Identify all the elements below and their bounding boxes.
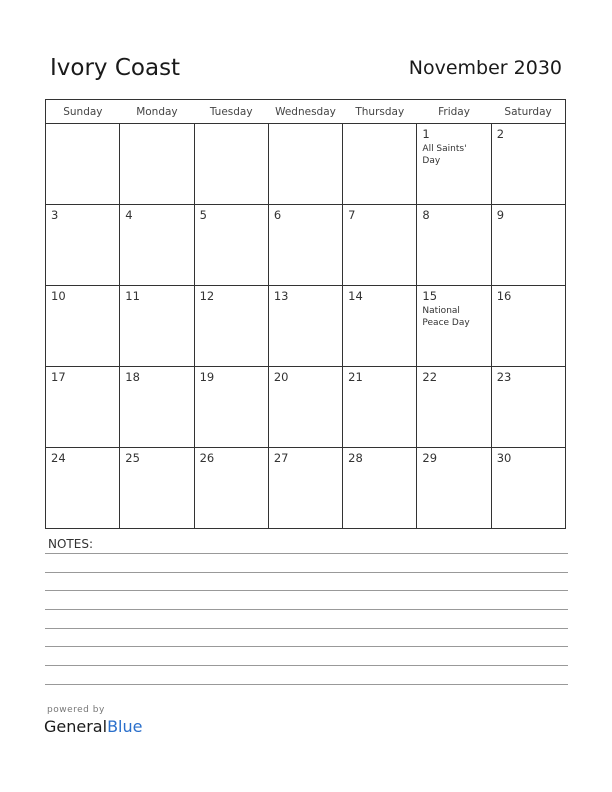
- day-number: 27: [273, 451, 289, 465]
- day-number: 20: [273, 370, 289, 384]
- day-cell: [417, 124, 491, 205]
- day-number: 2: [496, 127, 505, 141]
- day-cell: [491, 286, 565, 367]
- weekday-header: Wednesday: [268, 100, 342, 124]
- powered-by-text: powered by: [47, 705, 105, 715]
- day-cell: [120, 448, 194, 529]
- day-cell: [194, 367, 268, 448]
- brand-blue: Blue: [107, 717, 143, 736]
- day-number: 30: [496, 451, 512, 465]
- day-cell: [417, 286, 491, 367]
- day-cell: [491, 124, 565, 205]
- weekday-header: Tuesday: [194, 100, 268, 124]
- day-cell: [491, 448, 565, 529]
- day-cell: [268, 367, 342, 448]
- holiday-label: National Peace Day: [422, 306, 470, 328]
- day-number: 14: [348, 289, 363, 303]
- day-number: 17: [51, 370, 66, 384]
- day-number: 9: [496, 208, 505, 222]
- day-cell: [46, 124, 120, 205]
- day-number: 4: [125, 208, 133, 222]
- day-number: 12: [199, 289, 215, 303]
- note-line: [45, 684, 568, 685]
- week-row: [46, 367, 566, 448]
- note-line: [45, 553, 568, 554]
- day-number: 13: [273, 289, 289, 303]
- day-cell: [417, 367, 491, 448]
- week-row: [46, 205, 566, 286]
- day-cell: [417, 205, 491, 286]
- weekday-header: Friday: [417, 100, 491, 124]
- day-number: 21: [348, 370, 363, 384]
- notes-label: NOTES:: [48, 537, 93, 551]
- day-cell: [268, 286, 342, 367]
- day-cell: [46, 448, 120, 529]
- day-cell: [343, 205, 417, 286]
- day-cell: [343, 124, 417, 205]
- day-cell: [194, 124, 268, 205]
- week-row: [46, 286, 566, 367]
- day-cell: [194, 286, 268, 367]
- day-number: 16: [496, 289, 512, 303]
- day-cell: [46, 367, 120, 448]
- day-cell: [268, 205, 342, 286]
- day-number: 29: [422, 451, 438, 465]
- day-cell: [120, 367, 194, 448]
- note-line: [45, 590, 568, 591]
- day-number: 15: [422, 289, 438, 303]
- day-cell: [343, 448, 417, 529]
- weekday-header-row: [46, 100, 566, 124]
- day-number: 1: [422, 127, 430, 141]
- note-line: [45, 572, 568, 573]
- weekday-header: Thursday: [343, 100, 417, 124]
- day-number: 22: [422, 370, 438, 384]
- weekday-header: Saturday: [491, 100, 565, 124]
- day-cell: [120, 124, 194, 205]
- day-cell: [120, 286, 194, 367]
- day-number: 10: [51, 289, 66, 303]
- note-line: [45, 628, 568, 629]
- day-number: 3: [51, 208, 59, 222]
- day-cell: [491, 367, 565, 448]
- day-cell: [343, 286, 417, 367]
- day-number: 25: [125, 451, 140, 465]
- day-number: 26: [199, 451, 215, 465]
- day-number: 18: [125, 370, 140, 384]
- day-cell: [194, 448, 268, 529]
- generalblue-logo: [44, 717, 142, 736]
- day-number: 23: [496, 370, 512, 384]
- day-number: 6: [273, 208, 282, 222]
- note-line: [45, 609, 568, 610]
- note-line: [45, 646, 568, 647]
- day-cell: [46, 205, 120, 286]
- day-cell: [343, 367, 417, 448]
- calendar-grid: [45, 99, 566, 529]
- day-number: 8: [422, 208, 430, 222]
- day-cell: [120, 205, 194, 286]
- day-number: 5: [199, 208, 207, 222]
- day-number: 28: [348, 451, 363, 465]
- holiday-label: All Saints' Day: [422, 144, 467, 166]
- day-cell: [268, 448, 342, 529]
- week-row: [46, 448, 566, 529]
- weekday-header: Sunday: [46, 100, 120, 124]
- day-cell: [194, 205, 268, 286]
- day-cell: [46, 286, 120, 367]
- day-cell: [417, 448, 491, 529]
- day-number: 24: [51, 451, 66, 465]
- week-row: [46, 124, 566, 205]
- day-number: 7: [348, 208, 356, 222]
- country-title: Ivory Coast: [50, 55, 181, 81]
- brand-general: General: [44, 717, 108, 736]
- weekday-header: Monday: [120, 100, 194, 124]
- day-number: 11: [125, 289, 140, 303]
- day-number: 19: [199, 370, 215, 384]
- day-cell: [268, 124, 342, 205]
- month-year-title: November 2030: [408, 57, 562, 79]
- note-line: [45, 665, 568, 666]
- day-cell: [491, 205, 565, 286]
